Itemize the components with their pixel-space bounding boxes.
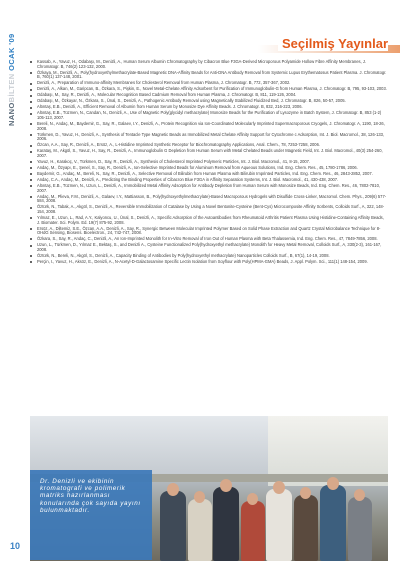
publication-item: Özcan, A.A., Say, R., Denizli, A., Ersöz, A., L-Histidine Imprinted Synthetic Receptor for Biochromatography Applications, Anal. Chem., 78, 7253-7258, 2006.: [30, 143, 388, 148]
photo-person: [188, 499, 212, 561]
publication-item: Uzun, L., Türkmen, D., Yılmaz E., Bektaş, S., and Denizli A., Cysteine Functionalized Poly(hydroxyethyl methacrylate) Monolith for Heavy Metal Removal, Colloids Surf., A, 330(2-3), 161-167, 2008.: [30, 243, 388, 252]
publication-item: Altıntaş, E.B., Denizli, A., Efficient Removal of Albumin from Human Serum by Monosize Dye Affinity Beads. J. Chromatogr. B, 832, 216-223, 2006.: [30, 105, 388, 110]
publication-item: Bereli, N., Andaç, M., Baydemir, G., Say, R., Galaev, I.Y., Denizli, A., Protein Recognition via Ion-Coordinated Molecularly Imprinted Supermacroporous Cryogels, J. Chromatogr. A, 1190, 18-26, 2008.: [30, 122, 388, 131]
photo-person: [348, 497, 372, 561]
photo-face: [220, 479, 232, 492]
publication-item: Denizli, A., Preparation of Immuno-affinity Membranes for Cholesterol Removal from Human Plasma, J. Chromatogr. B, 772, 357-367, 2002.: [30, 81, 388, 86]
page-title: Seçilmiş Yayınlar: [278, 36, 388, 51]
brand-issue-date: OCAK '09: [7, 33, 16, 74]
publication-item: Özkara, S., Say, R., Andaç, C., Denizli, A., An Ion-Imprinted Monolith for In-Vitro Removal of Iron Out of Human Plasma with Beta Thalassemia, Ind. Eng. Chem. Res., 47, 7849-7856, 2008.: [30, 237, 388, 242]
publication-item: Andaç, M., Özyapı, E., Şenel, S., Say, R., Denizli, A., Ion-Selective Imprinted Beads for Aluminum Removal from Aqueous Solutions, Ind. Eng. Chem. Res., 45, 1780-1786, 2006.: [30, 166, 388, 171]
photo-person: [241, 501, 265, 561]
publication-item: Perçin, I., Yavuz, H., Aksöz, E., Denizli, A., N-Acetyl-D-Galactosamine Specific Lectin Isolation from Soyflour with Poly(HPMA-GMA) Beads, J. Appl. Polym. Sci., 111(1) 148-154, 2009.: [30, 260, 388, 265]
publication-list: [30, 60, 388, 266]
publication-item: Yılmaz, E., Uzun, L., Rad, A.Y., Kalyoncu, U., Ünal, S., Denizli, A., Specific Adsorption of the Autoantibodies from Rheumatoid Arthritis Patient Plasma Using Histidine-Containing Affinity Beads, J. Biomater. Sci. Polym. Ed. 19(7) 875-92, 2008.: [30, 216, 388, 225]
photo-face: [247, 493, 258, 505]
photo-person: [160, 491, 186, 561]
photo-person: [320, 485, 346, 561]
publication-item: Öztürk, N., Bereli, N., Akgöl, S., Denizli, A., Capacity Binding of Antibodies by Poly(hydroxyethyl methacrylate) Nanoparticles Colloids Surf., B, 67(1), 14-19, 2008.: [30, 254, 388, 259]
photo-person: [266, 489, 292, 561]
publication-item: Odabaşı, M., Say, R., Denizli, A., Molecular Recognition Based Cadmium Removal from Human Plasma, J. Chromatogr. B, 811, 119-126, 2004.: [30, 93, 388, 98]
page-number: 10: [10, 541, 21, 551]
brand-text: [6, 33, 18, 126]
publication-item: Türkmen, D., Yavuz, H., Denizli, A., Synthesis of Tentacle Type Magnetic Beads as Immobilized Metal Chelate Affinity Support for Cytochrome c Adsorption, Int. J. Biol. Macromol., 38, 126-133, 2006.: [30, 133, 388, 142]
publication-item: Denizli, A., Alkan, M., Garipcan, B., Özkara, S., Pişkin, E., Novel Metal-Chelate Affinity Adsorbent for Purification of Immunoglobulin-G from Human Plasma, J. Chromatogr. B, 795, 93-103, 2003.: [30, 87, 388, 92]
publication-item: Altıntaş, E.B., Tüzmen, N., Candan, N., Denizli, A., Use of Magnetic Poly(glycidyl methacrylate) Monosize Beads for the Purification of Lysozyme in Batch System, J. Chromatogr. B, 853 (1-2) 105-113, 2007.: [30, 111, 388, 120]
brand-nano: NANO: [7, 102, 16, 126]
publication-item: Andaç, M., Plieva, F.M., Denizli, A., Galaev, I.Y., Mattiasson, B., Poly(hydroxyethylmethacrylate)-Based Macroporous Hydrogels with Disulfide Cross-Linker, Macromol. Chem. Phys., 209(6) 577-584, 2008.: [30, 195, 388, 204]
photo-face: [354, 489, 365, 501]
publication-item: Kassab, A., Yavuz, H., Odabaşı, M., Denizli, A., Human Serum Albumin Chromatography by Cibacron Blue F3GA-Derived Microporous Polyamide Hollow Fibre Affinity Membranes, J. Chromatogr. B, 746(2) 123-132, 2000.: [30, 60, 388, 69]
photo-face: [273, 481, 285, 494]
publication-item: Özkaya, M., Denizli, A., Poly(hydroxyethylmethacrylate-Based Magnetic DNA-Affinity Beads for Anti-DNA Antibody Removal from Systemic Lupus Erythematosus Patient Plasma. J. Chromatogr. B, 760(1) 137-148, 2001.: [30, 71, 388, 80]
publication-item: Ersöz, A., Diltemiz, S.E., Özcan, A.A., Denizli, A., Say, R., Synergic Between Molecular Imprinted Polymer Based on Solid Phase Extraction and Quartz Crystal Microbalance Technique for 8-OHdG Sensing, Biosens. Bioelectron., 24, 742-747, 2008.: [30, 227, 388, 236]
photo-face: [194, 491, 205, 503]
photo-face: [300, 487, 311, 499]
brand-bilten: BİLTEN: [7, 73, 16, 103]
publication-item: Öztürk, N., Tabak, A., Akgöl, S., Denizli, A., Reversible Immobilization of Catalase by Using a Novel Bentonite-Cysteine (Bent-Cys) Microcomposite Affinity Sorbents, Colloids Surf., A, 322, 148-154, 2008.: [30, 205, 388, 214]
photo-caption: Dr. Denizli ve ekibinin kromatografi ve polimerik matriks hazırlanması konularında çok sayıda yayını bulunmaktadır.: [40, 478, 141, 514]
publication-item: Karataş, M., Akgöl, S., Yavuz, H., Say, R., Denizli, A., Immunoglobulin G Depletion from Human Serum with Metal Chelated Beads under Magnetic Field, Int. J. Biol. Macromol., 40(3) 254-260, 2007.: [30, 149, 388, 158]
magazine-brand: [6, 18, 20, 158]
photo-person: [294, 495, 318, 561]
publication-item: Odabaşı, M., Özkayar, N., Özkara, S., Ünal, S., Denizli, A., Pathogenic Antibody Removal using Magnetically Stabilized Fluidized Bed, J. Chromatogr. B, 826, 50-57, 2005.: [30, 99, 388, 104]
photo-face: [167, 483, 179, 496]
publication-item: Altıntaş, E.B., Tüzmen, N., Uzun, L., Denizli, A., Immobilized Metal Affinity Adsorption for Antibody Depletion from Human Serum with Monosize Beads, Ind. Eng. Chem. Res., 46, 7802-7810, 2007.: [30, 184, 388, 193]
photo-face: [327, 477, 339, 490]
photo-person: [213, 487, 239, 561]
publication-item: Andaç, C.A., Andaç, M., Denizli, A., Predicting the Binding Properties of Cibacron Blue F3GA in Affinity Separation Systems, Int. J. Biol. Macromol., 41, 430-438, 2007.: [30, 178, 388, 183]
publication-item: Yavuz, H., Karakoç, V., Türkmen, D., Say, R., Denizli, A., Synthesis of Cholesterol Imprinted Polymeric Particles, Int. J. Biol. Macromol., 41, 8-15, 2007.: [30, 160, 388, 165]
publication-item: Baydemir, G., Andaç, M., Bereli, N., Say, R., Denizli, A., Selective Removal of Bilirubin from Human Plasma with Bilirubin Imprinted Particles, Ind. Eng. Chem. Res., 46, 2843-2852, 2007.: [30, 172, 388, 177]
